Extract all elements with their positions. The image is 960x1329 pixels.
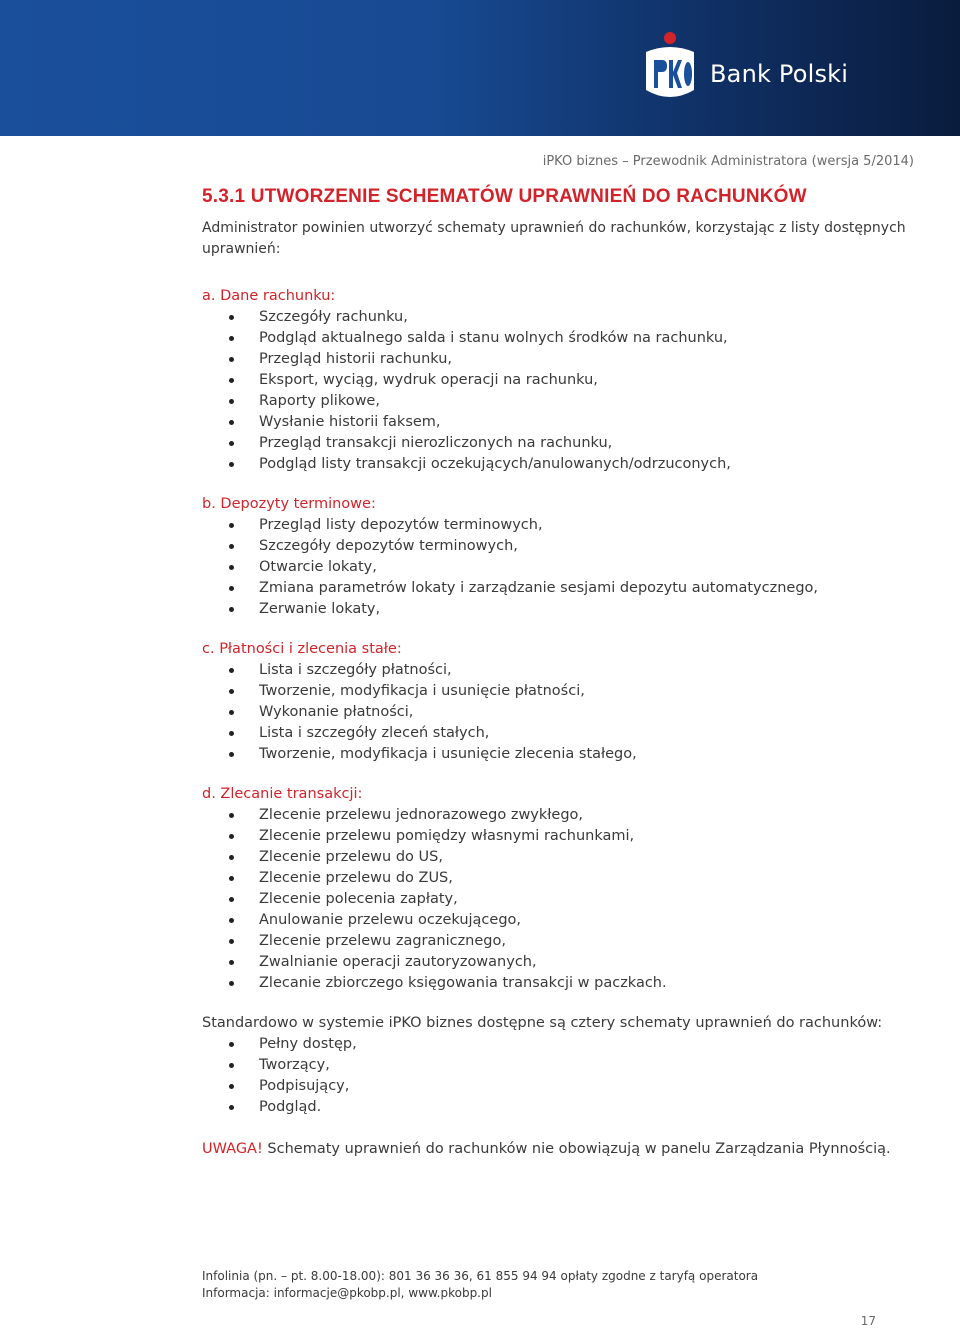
permission-group	[202, 639, 922, 765]
list-item-text: Wysłanie historii faksem,	[259, 414, 441, 430]
bullet-icon	[229, 897, 234, 902]
warning-note	[202, 1139, 922, 1160]
list-item	[202, 973, 922, 994]
list-item	[202, 1076, 922, 1097]
bullet-icon	[229, 855, 234, 860]
section-heading: 5.3.1 UTWORZENIE SCHEMATÓW UPRAWNIEŃ DO RACHUNKÓW	[202, 186, 807, 207]
list-item-text: Wykonanie płatności,	[259, 704, 414, 720]
bullet-icon	[229, 731, 234, 736]
bullet-icon	[229, 565, 234, 570]
footer-hotline: Infolinia (pn. – pt. 8.00-18.00): 801 36 36 36, 61 855 94 94 opłaty zgodne z taryfą operatora	[202, 1269, 759, 1283]
list-item-text: Tworzący,	[259, 1057, 330, 1073]
standard-schemes-list	[202, 1034, 922, 1118]
permission-group	[202, 286, 922, 475]
list-item-text: Raporty plikowe,	[259, 393, 380, 409]
bullet-icon	[229, 607, 234, 612]
list-item-text: Zlecenie przelewu pomiędzy własnymi rachunkami,	[259, 828, 635, 844]
warning-text: Schematy uprawnień do rachunków nie obowiązują w panelu Zarządzania Płynnością.	[262, 1141, 891, 1157]
group-title: a. Dane rachunku:	[202, 288, 336, 304]
list-item	[202, 307, 922, 328]
list-item	[202, 826, 922, 847]
page-footer	[202, 1268, 758, 1302]
permission-list	[202, 515, 922, 620]
footer-contact: Informacja: informacje@pkobp.pl, www.pkobp.pl	[202, 1286, 492, 1300]
group-title: c. Płatności i zlecenia stałe:	[202, 641, 402, 657]
bullet-icon	[229, 336, 234, 341]
list-item	[202, 515, 922, 536]
list-item-text: Przegląd listy depozytów terminowych,	[259, 517, 543, 533]
list-item-text: Tworzenie, modyfikacja i usunięcie płatności,	[259, 683, 585, 699]
list-item-text: Tworzenie, modyfikacja i usunięcie zlecenia stałego,	[259, 746, 637, 762]
list-item-text: Zlecenie przelewu do ZUS,	[259, 870, 453, 886]
permission-groups	[202, 286, 922, 994]
bullet-icon	[229, 357, 234, 362]
bullet-icon	[229, 710, 234, 715]
list-item-text: Podgląd aktualnego salda i stanu wolnych środków na rachunku,	[259, 330, 728, 346]
list-item	[202, 1055, 922, 1076]
bullet-icon	[229, 752, 234, 757]
bullet-icon	[229, 399, 234, 404]
list-item-text: Otwarcie lokaty,	[259, 559, 377, 575]
list-item	[202, 536, 922, 557]
list-item-text: Przegląd transakcji nierozliczonych na rachunku,	[259, 435, 613, 451]
bullet-icon	[229, 1042, 234, 1047]
bullet-icon	[229, 441, 234, 446]
main-content	[202, 186, 922, 1160]
bullet-icon	[229, 689, 234, 694]
permission-group	[202, 494, 922, 620]
bullet-icon	[229, 813, 234, 818]
permission-list	[202, 307, 922, 475]
list-item-text: Zlecanie zbiorczego księgowania transakcji w paczkach.	[259, 975, 667, 991]
list-item	[202, 931, 922, 952]
list-item	[202, 702, 922, 723]
group-title: b. Depozyty terminowe:	[202, 496, 376, 512]
list-item	[202, 599, 922, 620]
warning-label: UWAGA!	[202, 1141, 263, 1157]
pko-logo-icon	[640, 30, 700, 108]
bullet-icon	[229, 876, 234, 881]
list-item-text: Lista i szczegóły płatności,	[259, 662, 452, 678]
bullet-icon	[229, 1084, 234, 1089]
bullet-icon	[229, 834, 234, 839]
list-item	[202, 391, 922, 412]
bullet-icon	[229, 315, 234, 320]
list-item	[202, 868, 922, 889]
list-item	[202, 952, 922, 973]
list-item	[202, 454, 922, 475]
list-item-text: Podgląd listy transakcji oczekujących/anulowanych/odrzuconych,	[259, 456, 731, 472]
list-item-text: Zlecenie przelewu jednorazowego zwykłego,	[259, 807, 584, 823]
list-item-text: Zlecenie przelewu zagranicznego,	[259, 933, 506, 949]
list-item	[202, 744, 922, 765]
section-intro: Administrator powinien utworzyć schematy uprawnień do rachunków, korzystając z listy dostępnych uprawnień:	[202, 220, 906, 257]
bank-name: Bank Polski	[710, 60, 849, 88]
list-item-text: Szczegóły rachunku,	[259, 309, 408, 325]
bullet-icon	[229, 939, 234, 944]
list-item-text: Zmiana parametrów lokaty i zarządzanie sesjami depozytu automatycznego,	[259, 580, 819, 596]
bullet-icon	[229, 981, 234, 986]
bullet-icon	[229, 523, 234, 528]
list-item	[202, 328, 922, 349]
list-item-text: Zlecenie polecenia zapłaty,	[259, 891, 458, 907]
list-item-text: Podpisujący,	[259, 1078, 350, 1094]
list-item	[202, 723, 922, 744]
list-item-text: Szczegóły depozytów terminowych,	[259, 538, 518, 554]
list-item-text: Przegląd historii rachunku,	[259, 351, 453, 367]
group-title: d. Zlecanie transakcji:	[202, 786, 363, 802]
list-item	[202, 681, 922, 702]
list-item	[202, 805, 922, 826]
bullet-icon	[229, 462, 234, 467]
list-item-text: Pełny dostęp,	[259, 1036, 357, 1052]
bullet-icon	[229, 544, 234, 549]
bullet-icon	[229, 586, 234, 591]
list-item	[202, 578, 922, 599]
standard-schemes-text: Standardowo w systemie iPKO biznes dostępne są cztery schematy uprawnień do rachunków:	[202, 1015, 883, 1031]
list-item-text: Zlecenie przelewu do US,	[259, 849, 443, 865]
list-item	[202, 557, 922, 578]
bullet-icon	[229, 918, 234, 923]
page-number: 17	[860, 1314, 876, 1328]
bullet-icon	[229, 960, 234, 965]
list-item-text: Eksport, wyciąg, wydruk operacji na rachunku,	[259, 372, 598, 388]
permission-list	[202, 660, 922, 765]
list-item	[202, 847, 922, 868]
list-item	[202, 370, 922, 391]
list-item	[202, 412, 922, 433]
list-item-text: Lista i szczegóły zleceń stałych,	[259, 725, 490, 741]
list-item	[202, 1034, 922, 1055]
permission-group	[202, 784, 922, 994]
list-item	[202, 660, 922, 681]
permission-list	[202, 805, 922, 994]
list-item	[202, 433, 922, 454]
bullet-icon	[229, 668, 234, 673]
list-item	[202, 889, 922, 910]
bullet-icon	[229, 1063, 234, 1068]
list-item-text: Podgląd.	[259, 1099, 322, 1115]
list-item-text: Zwalnianie operacji zautoryzowanych,	[259, 954, 537, 970]
bullet-icon	[229, 1105, 234, 1110]
list-item	[202, 349, 922, 370]
bullet-icon	[229, 420, 234, 425]
bullet-icon	[229, 378, 234, 383]
document-title: iPKO biznes – Przewodnik Administratora (wersja 5/2014)	[542, 154, 914, 169]
list-item	[202, 1097, 922, 1118]
page-header-banner	[0, 0, 960, 136]
list-item-text: Zerwanie lokaty,	[259, 601, 381, 617]
list-item-text: Anulowanie przelewu oczekującego,	[259, 912, 522, 928]
list-item	[202, 910, 922, 931]
